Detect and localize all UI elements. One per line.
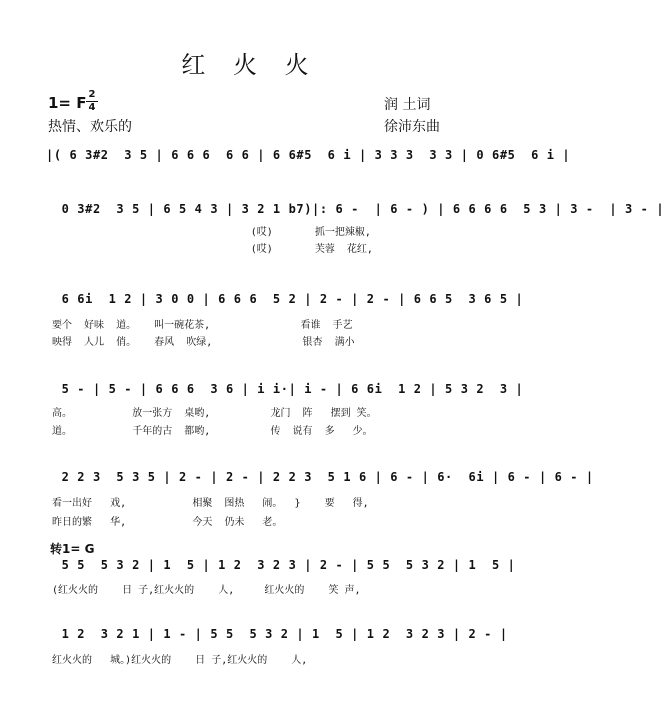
lyric-line-5-2: 昨日的繁 华, 今天 仍未 老。 <box>46 517 283 528</box>
lyric-line-3-1: 要个 好味 道。 叫一碗花茶, 看谁 手艺 <box>46 320 353 331</box>
notation-line-4: 5 - | 5 - | 6 6 6 3 6 | i i·| i - | 6 6i 1 2 | 5 3 2 3 | <box>46 382 524 396</box>
lyric-line-5-1: 看一出好 戏, 相聚 图热 闹。 } 要 得, <box>46 498 369 509</box>
lyric-line-2-1: (哎) 抓一把辣椒, <box>46 227 371 238</box>
lyric-line-7-1: 红火火的 城。)红火火的 日 子,红火火的 人, <box>46 655 308 666</box>
notation-line-7: 1 2 3 2 1 | 1 - | 5 5 5 3 2 | 1 5 | 1 2 3 2 3 | 2 - | <box>46 627 508 641</box>
time-signature-top: 2 <box>88 89 96 100</box>
lyric-line-2-2: (哎) 芙蓉 花红, <box>46 244 373 255</box>
notation-line-6: 5 5 5 3 2 | 1 5 | 1 2 3 2 3 | 2 - | 5 5 5 3 2 | 1 5 | <box>46 558 516 572</box>
tempo-mood: 热情、欢乐的 <box>48 119 132 135</box>
lyric-line-3-2: 映得 人儿 俏。 春风 吹绿, 银杏 满小 <box>46 337 355 348</box>
notation-line-2: 0 3#2 3 5 | 6 5 4 3 | 3 2 1 b7)|: 6 - | 6 - ) | 6 6 6 6 5 3 | 3 - | 3 - | <box>46 202 664 216</box>
lyricist-credit: 润 土词 <box>384 97 431 113</box>
lyric-line-4-2: 道。 千年的古 都哟, 传 说有 多 少。 <box>46 426 373 437</box>
lyric-line-6-1: (红火火的 日 子,红火火的 人, 红火火的 笑 声, <box>46 585 361 596</box>
notation-line-5: 2 2 3 5 3 5 | 2 - | 2 - | 2 2 3 5 1 6 | 6 - | 6· 6i | 6 - | 6 - | <box>46 470 594 484</box>
modulation-marking: 转1= G <box>50 542 95 556</box>
lyric-line-4-1: 高。 放一张方 桌哟, 龙门 阵 摆到 笑。 <box>46 408 377 419</box>
composer-credit: 徐沛东曲 <box>384 119 440 135</box>
time-signature-bottom: 4 <box>88 102 96 113</box>
notation-line-1: |( 6 3#2 3 5 | 6 6 6 6 6 | 6 6#5 6 i | 3 3 3 3 3 | 0 6#5 6 i | <box>46 148 571 162</box>
time-signature <box>86 90 98 113</box>
page-title: 红 火 火 <box>181 51 319 79</box>
key-signature: 1= F <box>48 94 87 112</box>
notation-line-3: 6 6i 1 2 | 3 0 0 | 6 6 6 5 2 | 2 - | 2 - | 6 6 5 3 6 5 | <box>46 292 524 306</box>
